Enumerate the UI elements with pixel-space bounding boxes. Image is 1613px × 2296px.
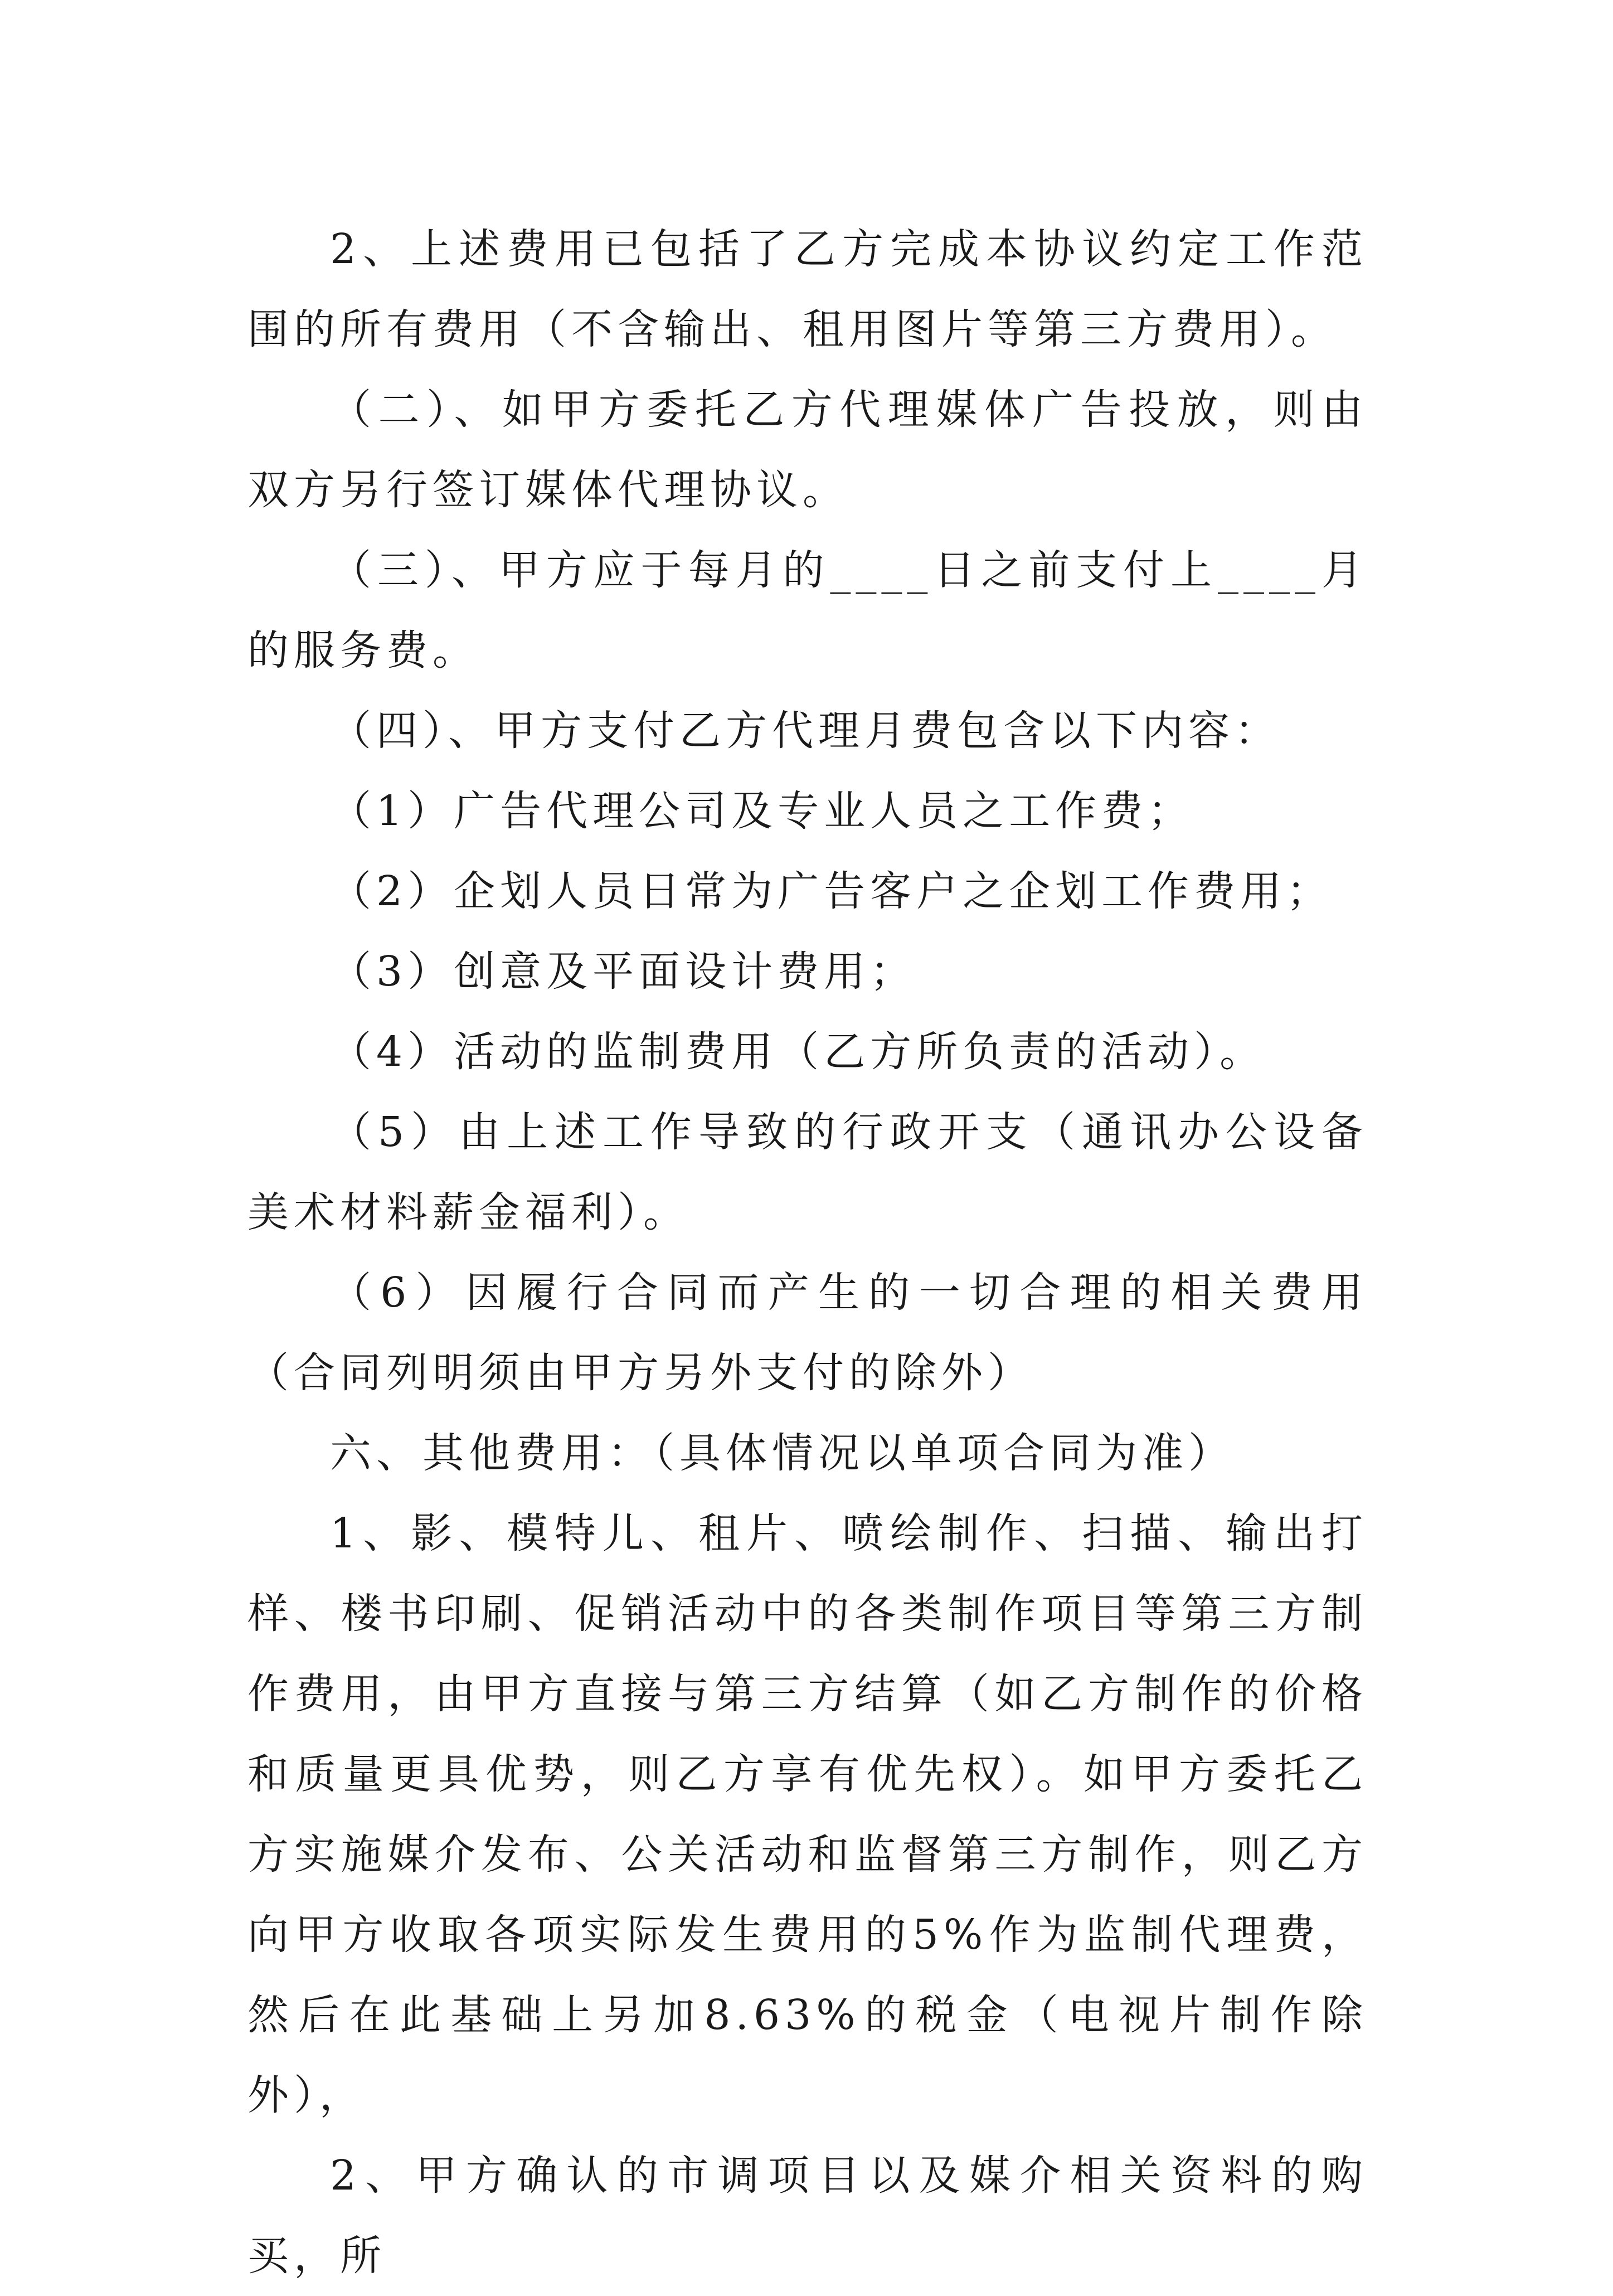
list-item-2: （2）企划人员日常为广告客户之企划工作费用； bbox=[330, 867, 1333, 915]
list-item-1: （1）广告代理公司及专业人员之工作费； bbox=[330, 787, 1194, 835]
section-heading-other-fees: 六、其他费用：（具体情况以单项合同为准） bbox=[330, 1429, 1235, 1477]
paragraph-fee-scope: 2、上述费用已包括了乙方完成本协议约定工作范围的所有费用（不含输出、租用图片等第三方费用）。 bbox=[247, 225, 1368, 353]
document-body bbox=[247, 209, 1368, 2296]
list-item-5: （5）由上述工作导致的行政开支（通讯办公设备美术材料薪金福利）。 bbox=[247, 1108, 1368, 1236]
paragraph-media-agency: （二）、如甲方委托乙方代理媒体广告投放，则由双方另行签订媒体代理协议。 bbox=[247, 386, 1368, 514]
paragraph-monthly-fee-contents: （四）、甲方支付乙方代理月费包含以下内容： bbox=[330, 707, 1281, 755]
list-item-6: （6）因履行合同而产生的一切合理的相关费用（合同列明须由甲方另外支付的除外） bbox=[247, 1269, 1368, 1397]
paragraph-payment-date: （三）、甲方应于每月的____日之前支付上____月的服务费。 bbox=[247, 546, 1368, 674]
list-item-4: （4）活动的监制费用（乙方所负责的活动）。 bbox=[330, 1028, 1266, 1076]
paragraph-third-party-fees: 1、影、模特儿、租片、喷绘制作、扫描、输出打样、楼书印刷、促销活动中的各类制作项目等第三方制作费用，由甲方直接与第三方结算（如乙方制作的价格和质量更具优势，则乙方享有优先权）。如甲方委托乙方实施媒介发布、公关活动和监督第三方制作，则乙方向甲方收取各项实际发生费用的5%作为监制代理费，然后在此基础上另加8.63%的税金（电视片制作除外）， bbox=[247, 1509, 1368, 2119]
list-item-3: （3）创意及平面设计费用； bbox=[330, 948, 917, 996]
paragraph-market-research: 2、甲方确认的市调项目以及媒介相关资料的购买，所 bbox=[247, 2152, 1368, 2280]
